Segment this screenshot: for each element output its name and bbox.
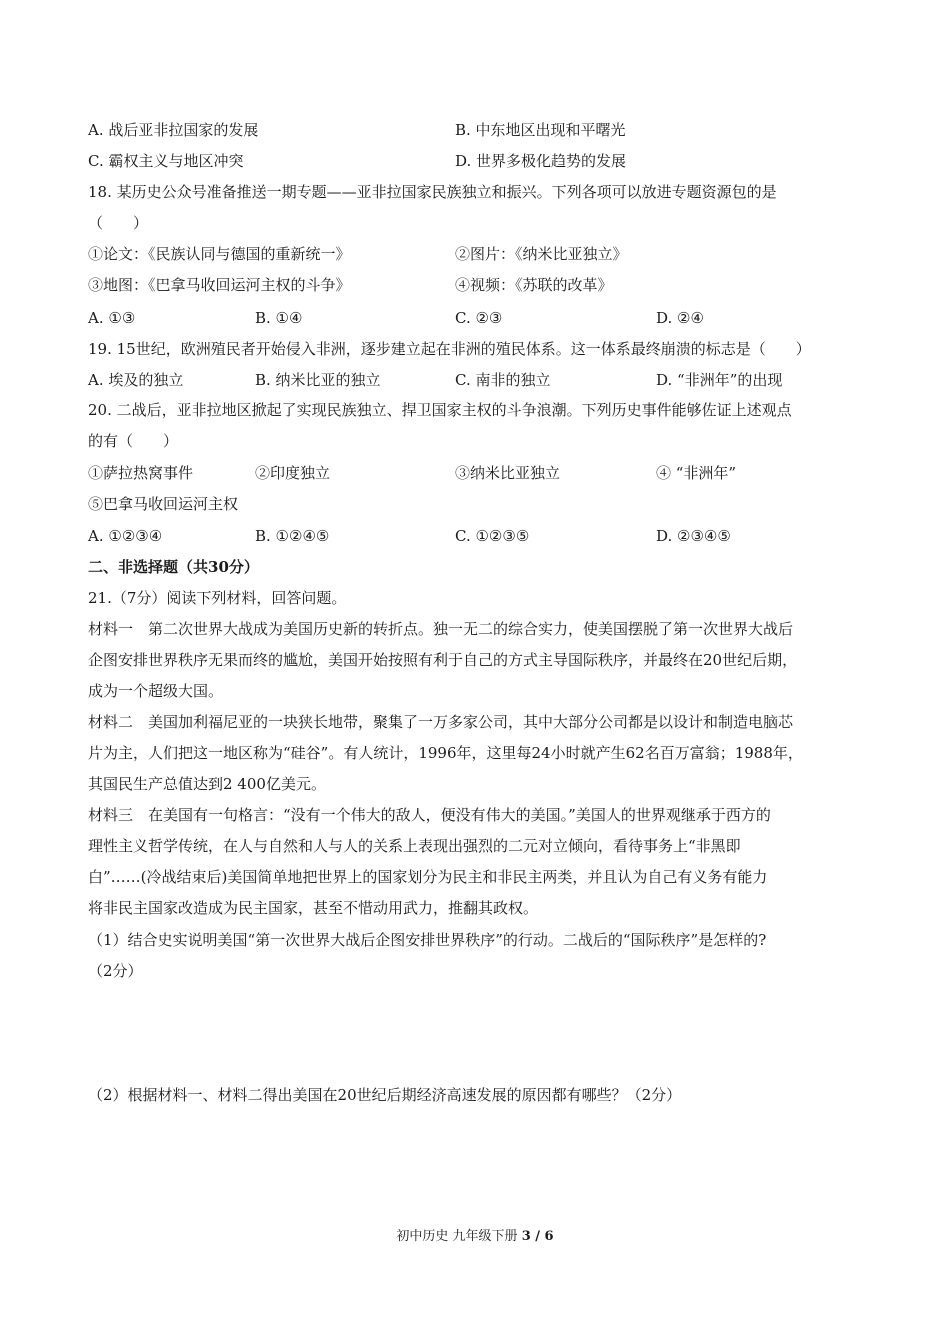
q18-answer-paren: （ ） (88, 214, 149, 232)
q18-item-2: ②图片：《纳米比亚独立》 (455, 245, 628, 263)
q21-material3-line2: 理性主义哲学传统，在人与自然和人与人的关系上表现出强烈的二元对立倾向，看待事务上“非黑即 (88, 837, 741, 855)
q21-material2-line1: 材料二 美国加利福尼亚的一块狭长地带，聚集了一万多家公司，其中大部分公司都是以设计和制造电脑芯 (88, 713, 794, 731)
q21-sub2: （2）根据材料一、材料二得出美国在20世纪后期经济高速发展的原因都有哪些？（2分） (88, 1086, 682, 1104)
q20-option-c: C. ①②③⑤ (455, 527, 530, 545)
q20-stem-line2: 的有（ ） (88, 432, 179, 450)
q20-item-3: ③纳米比亚独立 (455, 464, 561, 482)
q21-sub1-line2: （2分） (88, 962, 143, 980)
q21-stem: 21.（7分）阅读下列材料，回答问题。 (88, 589, 347, 607)
q20-item-1: ①萨拉热窝事件 (88, 464, 194, 482)
q19-option-b: B. 纳米比亚的独立 (255, 371, 381, 389)
q21-sub1-line1: （1）结合史实说明美国“第一次世界大战后企图安排世界秩序”的行动。二战后的“国际秩序”是怎样的? (88, 931, 767, 949)
q17-option-a: A. 战后亚非拉国家的发展 (88, 121, 259, 139)
page-footer (0, 1227, 950, 1247)
q18-items-row2 (88, 274, 870, 296)
q18-option-d: D. ②④ (656, 309, 704, 327)
q20-item-4: ④ “非洲年” (656, 464, 737, 482)
q17-options-row1 (88, 119, 870, 141)
q18-option-c: C. ②③ (455, 309, 503, 327)
q17-option-d: D. 世界多极化趋势的发展 (455, 152, 627, 170)
q20-option-a: A. ①②③④ (88, 527, 163, 545)
q20-option-b: B. ①②④⑤ (255, 527, 330, 545)
q21-material3-line3: 白”……(冷战结束后)美国简单地把世界上的国家划分为民主和非民主两类，并且认为自己有义务有能力 (88, 868, 768, 886)
q19-option-d: D. “非洲年”的出现 (656, 371, 783, 389)
q18-item-3: ③地图：《巴拿马收回运河主权的斗争》 (88, 276, 351, 294)
q21-material1-line3: 成为一个超级大国。 (88, 682, 224, 700)
footer-subject: 初中历史 九年级下册 (396, 1229, 522, 1244)
section2-heading: 二、非选择题（共30分） (88, 558, 259, 576)
q21-material1-line1: 材料一 第二次世界大战成为美国历史新的转折点。独一无二的综合实力，使美国摆脱了第一次世界大战后 (88, 620, 794, 638)
q18-options (88, 307, 870, 329)
q19-option-a: A. 埃及的独立 (88, 371, 184, 389)
q20-items-row1 (88, 462, 870, 484)
q20-options (88, 525, 870, 547)
q21-material1-line2: 企图安排世界秩序无果而终的尴尬，美国开始按照有利于自己的方式主导国际秩序，并最终在20世纪后期， (88, 651, 798, 669)
q19-stem: 19. 15世纪，欧洲殖民者开始侵入非洲，逐步建立起在非洲的殖民体系。这一体系最终崩溃的标志是（ ） (88, 340, 811, 358)
q17-option-c: C. 霸权主义与地区冲突 (88, 152, 244, 170)
q17-options-row2 (88, 150, 870, 172)
q20-option-d: D. ②③④⑤ (656, 527, 731, 545)
q20-stem-line1: 20. 二战后，亚非拉地区掀起了实现民族独立、捍卫国家主权的斗争浪潮。下列历史事件能够佐证上述观点 (88, 401, 792, 419)
q21-material3-line4: 将非民主国家改造成为民主国家，甚至不惜动用武力，推翻其政权。 (88, 899, 539, 917)
q18-option-b: B. ①④ (255, 309, 303, 327)
q20-item-2: ②印度独立 (255, 464, 331, 482)
q18-option-a: A. ①③ (88, 309, 136, 327)
q20-item-5: ⑤巴拿马收回运河主权 (88, 495, 239, 513)
q21-material2-line3: 其国民生产总值达到2 400亿美元。 (88, 775, 326, 793)
q19-option-c: C. 南非的独立 (455, 371, 551, 389)
q18-items-row1 (88, 243, 870, 265)
page-number: 3 / 6 (521, 1229, 554, 1244)
q18-item-1: ①论文：《民族认同与德国的重新统一》 (88, 245, 351, 263)
q21-material2-line2: 片为主，人们把这一地区称为“硅谷”。有人统计，1996年，这里每24小时就产生62名百万富翁；1988年， (88, 744, 803, 762)
q21-material3-line1: 材料三 在美国有一句格言：“没有一个伟大的敌人，便没有伟大的美国。”美国人的世界观继承于西方的 (88, 806, 771, 824)
q19-options (88, 369, 870, 391)
q18-item-4: ④视频：《苏联的改革》 (455, 276, 613, 294)
q18-stem: 18. 某历史公众号准备推送一期专题——亚非拉国家民族独立和振兴。下列各项可以放进专题资源包的是 (88, 183, 777, 201)
q17-option-b: B. 中东地区出现和平曙光 (455, 121, 626, 139)
